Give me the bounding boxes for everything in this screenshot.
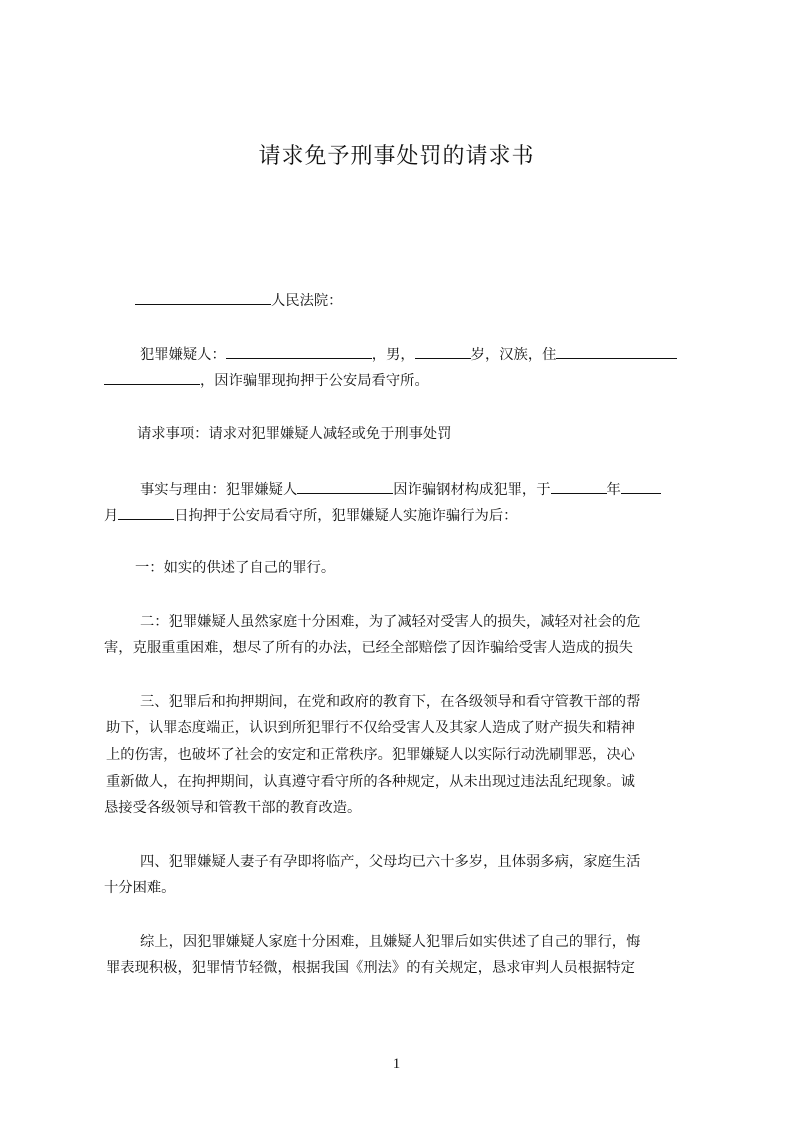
suspect-address-blank-2[interactable] <box>104 370 200 385</box>
point-3-line-5: 恳接受各级领导和管教干部的教育改造。 <box>104 800 362 816</box>
court-line <box>135 290 342 311</box>
suspect-sep2: 岁，汉族，住 <box>470 347 557 363</box>
facts-line2-a: 月 <box>104 508 119 524</box>
suspect-name-blank[interactable] <box>226 344 372 359</box>
document-title: 请求免予刑事处罚的请求书 <box>258 144 535 169</box>
facts-year-blank[interactable] <box>551 479 607 494</box>
point-3-line-4: 重新做人，在拘押期间，认真遵守看守所的各种规定，从未出现过违法乱纪现象。诚 <box>106 774 635 790</box>
suspect-line2-tail: ，因诈骗罪现拘押于公安局看守所。 <box>200 373 429 389</box>
facts-line1-b: 因诈骗钢材构成犯罪，于 <box>393 482 551 498</box>
facts-line2-b: 日拘押于公安局看守所，犯罪嫌疑人实施诈骗行为后： <box>174 508 518 524</box>
court-name-blank[interactable] <box>135 290 271 305</box>
suspect-label: 犯罪嫌疑人： <box>140 347 226 363</box>
page-number: 1 <box>392 1056 401 1072</box>
point-1: 一：如实的供述了自己的罪行。 <box>135 560 336 576</box>
point-4-line-2: 十分困难。 <box>104 880 176 896</box>
facts-month-blank[interactable] <box>621 479 661 494</box>
point-3-line-1: 三、犯罪后和拘押期间，在党和政府的教育下，在各级领导和看守管教干部的帮 <box>140 694 641 710</box>
request-line: 请求事项：请求对犯罪嫌疑人减轻或免于刑事处罚 <box>137 426 452 442</box>
suspect-sep1: ，男， <box>371 347 415 363</box>
court-suffix: 人民法院： <box>271 293 343 309</box>
facts-line1-a: 事实与理由：犯罪嫌疑人 <box>140 482 298 498</box>
facts-line1-c: 年 <box>606 482 621 498</box>
conclusion-line-2: 罪表现积极，犯罪情节轻微，根据我国《刑法》的有关规定，恳求审判人员根据特定 <box>106 960 635 976</box>
point-2-line-1: 二：犯罪嫌疑人虽然家庭十分困难，为了减轻对受害人的损失，减轻对社会的危 <box>140 614 641 630</box>
point-3-line-2: 助下，认罪态度端正，认识到所犯罪行不仅给受害人及其家人造成了财产损失和精神 <box>106 720 635 736</box>
suspect-line-2 <box>104 370 429 391</box>
facts-suspect-blank[interactable] <box>297 479 393 494</box>
facts-day-blank[interactable] <box>118 505 174 520</box>
point-2-line-2: 害，克服重重困难，想尽了所有的办法，已经全部赔偿了因诈骗给受害人造成的损失 <box>104 640 633 656</box>
conclusion-line-1: 综上，因犯罪嫌疑人家庭十分困难，且嫌疑人犯罪后如实供述了自己的罪行，悔 <box>140 934 641 950</box>
point-4-line-1: 四、犯罪嫌疑人妻子有孕即将临产，父母均已六十多岁，且体弱多病，家庭生活 <box>140 854 641 870</box>
suspect-line-1 <box>140 344 677 365</box>
suspect-address-blank-1[interactable] <box>556 344 677 359</box>
suspect-age-blank[interactable] <box>415 344 471 359</box>
facts-line-2 <box>104 505 517 526</box>
point-3-line-3: 上的伤害，也破坏了社会的安定和正常秩序。犯罪嫌疑人以实际行动洗刷罪恶，决心 <box>106 747 635 763</box>
facts-line-1 <box>140 479 661 500</box>
